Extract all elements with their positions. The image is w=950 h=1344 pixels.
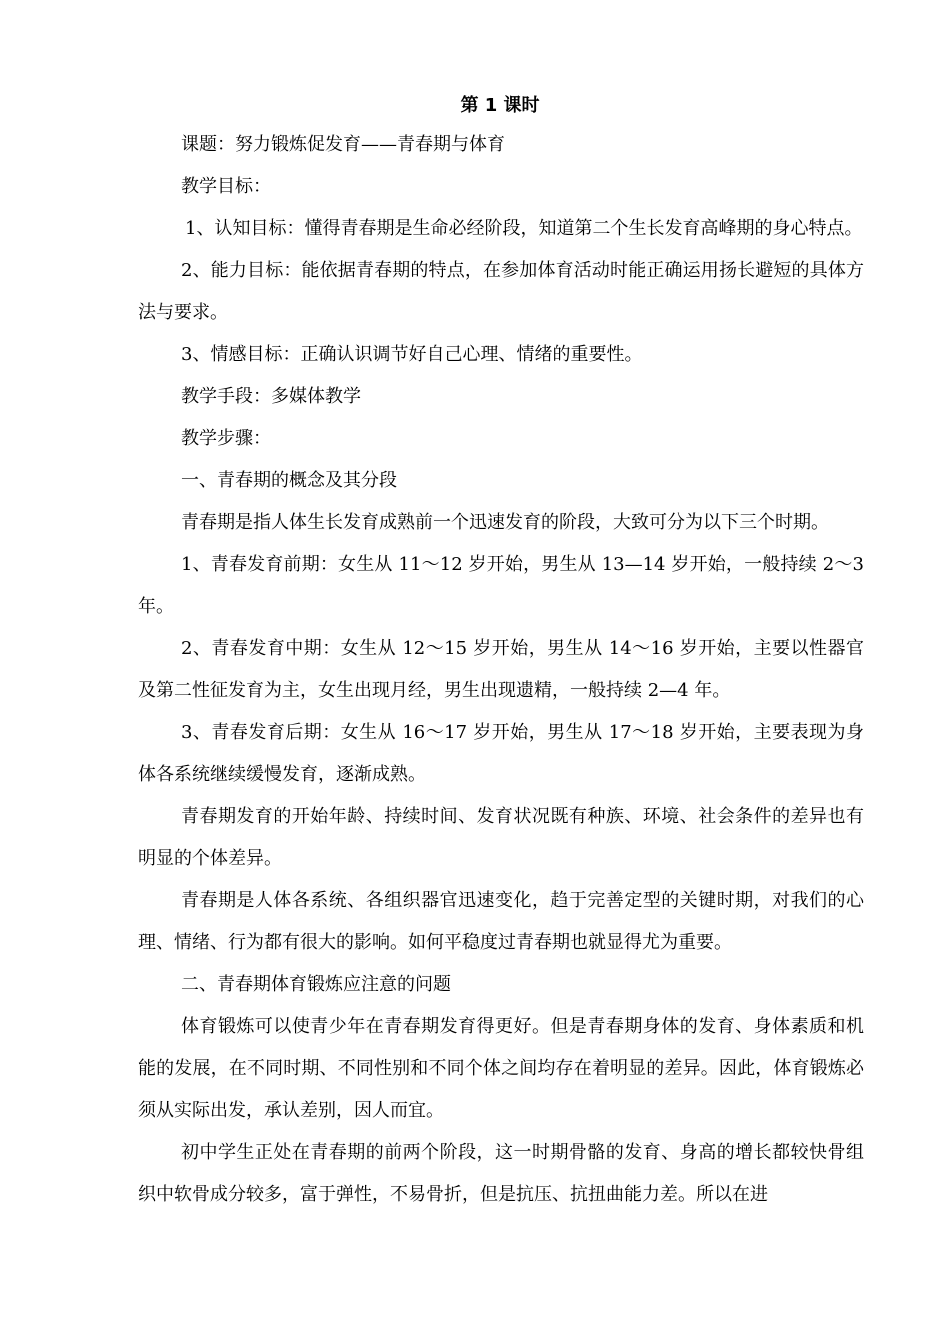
stage-middle: 2、青春发育中期：女生从 12～15 岁开始，男生从 14～16 岁开始，主要以性器官及第二性征发育为主，女生出现月经，男生出现遗精，一般持续 2—4 年。 — [138, 638, 864, 701]
teaching-steps-heading: 教学步骤： — [181, 428, 271, 449]
goal-emotion: 3、情感目标：正确认识调节好自己心理、情绪的重要性。 — [181, 344, 643, 365]
teaching-goals-heading: 教学目标： — [181, 176, 271, 197]
goal-ability: 2、能力目标：能依据青春期的特点，在参加体育活动时能正确运用扬长避短的具体方法与要求。 — [138, 260, 864, 323]
section-heading-1: 一、青春期的概念及其分段 — [181, 470, 397, 491]
stage-late: 3、青春发育后期：女生从 16～17 岁开始，男生从 17～18 岁开始，主要表现为身体各系统继续缓慢发育，逐渐成熟。 — [138, 722, 864, 785]
teaching-means: 教学手段：多媒体教学 — [181, 386, 361, 407]
document-body — [138, 124, 864, 1216]
paragraph: 青春期发育的开始年龄、持续时间、发育状况既有种族、环境、社会条件的差异也有明显的个体差异。 — [138, 806, 864, 869]
goal-cognitive: 1、认知目标：懂得青春期是生命必经阶段，知道第二个生长发育高峰期的身心特点。 — [185, 218, 863, 239]
page-title: 第 1 课时 — [460, 95, 540, 116]
paragraph: 青春期是指人体生长发育成熟前一个迅速发育的阶段，大致可分为以下三个时期。 — [181, 512, 829, 533]
paragraph: 体育锻炼可以使青少年在青春期发育得更好。但是青春期身体的发育、身体素质和机能的发展，在不同时期、不同性别和不同个体之间均存在着明显的差异。因此，体育锻炼必须从实际出发，承认差别，因人而宜。 — [138, 1016, 864, 1121]
stage-early: 1、青春发育前期：女生从 11～12 岁开始，男生从 13—14 岁开始，一般持续 2～3 年。 — [138, 554, 864, 617]
section-heading-2: 二、青春期体育锻炼应注意的问题 — [181, 974, 451, 995]
paragraph: 青春期是人体各系统、各组织器官迅速变化，趋于完善定型的关键时期，对我们的心理、情绪、行为都有很大的影响。如何平稳度过青春期也就显得尤为重要。 — [138, 890, 864, 953]
paragraph: 初中学生正处在青春期的前两个阶段，这一时期骨骼的发育、身高的增长都较快骨组织中软骨成分较多，富于弹性，不易骨折，但是抗压、抗扭曲能力差。所以在进 — [138, 1142, 864, 1205]
lesson-topic: 课题：努力锻炼促发育——青春期与体育 — [181, 134, 505, 155]
